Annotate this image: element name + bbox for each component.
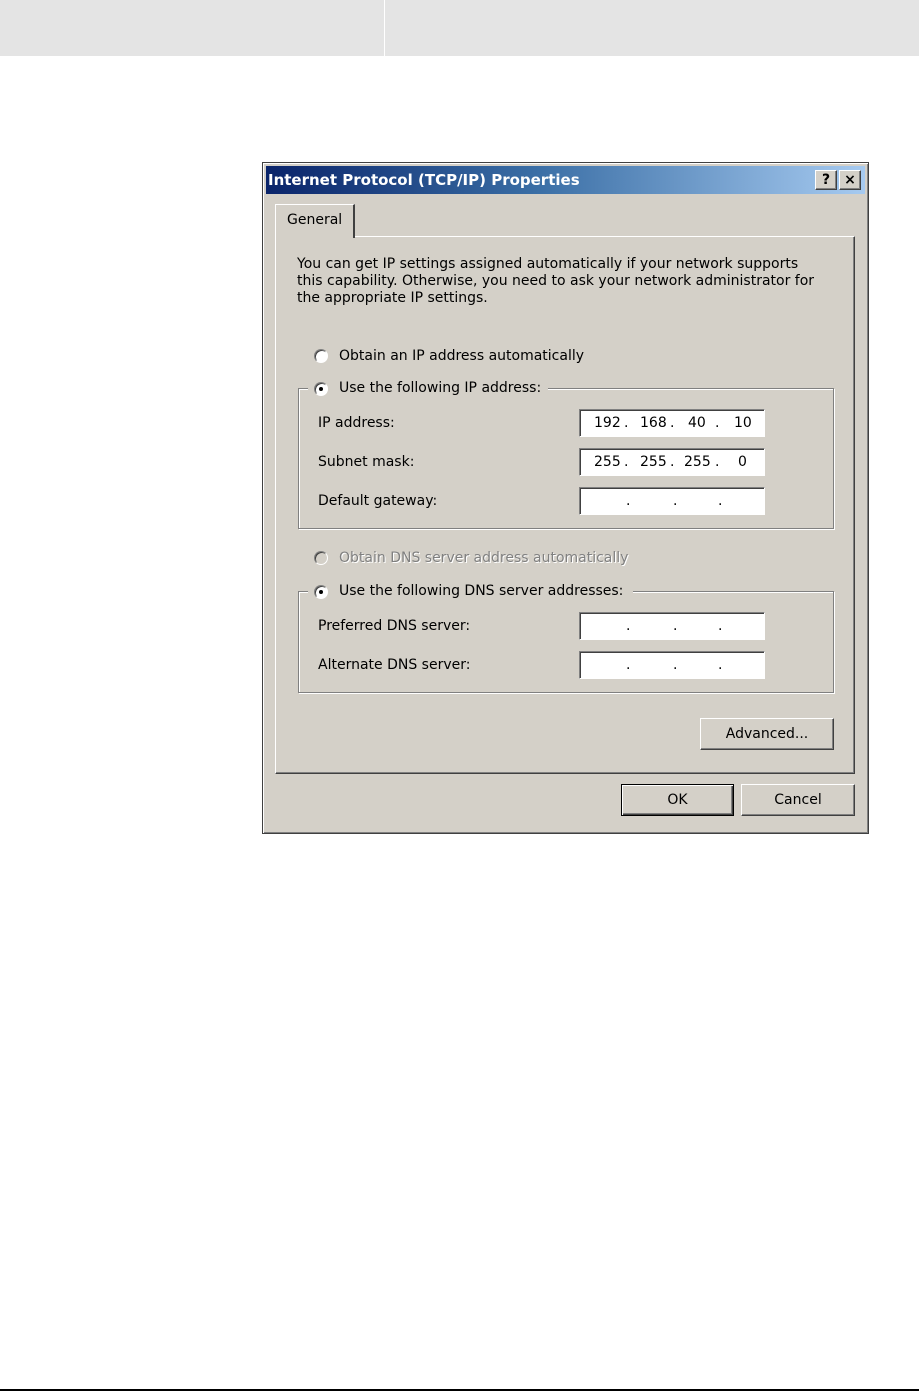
- page-header-bar: [0, 0, 919, 56]
- preferred-dns-label: Preferred DNS server:: [318, 618, 471, 634]
- mask-octet-2: 255: [640, 454, 667, 470]
- default-gateway-input[interactable]: . . .: [579, 487, 765, 515]
- tab-general-label: General: [287, 212, 343, 228]
- use-following-dns-label[interactable]: Use the following DNS server addresses:: [339, 583, 624, 599]
- ip-address-label: IP address:: [318, 415, 395, 431]
- obtain-ip-auto-label[interactable]: Obtain an IP address automatically: [339, 348, 585, 364]
- mask-octet-1: 255: [594, 454, 621, 470]
- mask-octet-3: 255: [684, 454, 711, 470]
- preferred-dns-input[interactable]: . . .: [579, 612, 765, 640]
- alternate-dns-input[interactable]: . . .: [579, 651, 765, 679]
- help-button[interactable]: ?: [815, 170, 837, 190]
- advanced-button[interactable]: Advanced...: [700, 718, 834, 750]
- alternate-dns-label: Alternate DNS server:: [318, 657, 471, 673]
- use-following-dns-radio[interactable]: [314, 585, 328, 599]
- ip-octet-4: 10: [734, 415, 752, 431]
- tab-general[interactable]: [275, 204, 355, 238]
- bottom-rule: [0, 1389, 919, 1391]
- title-bar[interactable]: [266, 166, 865, 194]
- subnet-mask-label: Subnet mask:: [318, 454, 415, 470]
- dialog-title: Internet Protocol (TCP/IP) Properties: [268, 171, 580, 189]
- cancel-button[interactable]: Cancel: [741, 784, 855, 816]
- ip-address-input[interactable]: 192 . 168 . 40 . 10: [579, 409, 765, 437]
- close-button[interactable]: ×: [839, 170, 861, 190]
- subnet-mask-input[interactable]: 255 . 255 . 255 . 0: [579, 448, 765, 476]
- ip-octet-1: 192: [594, 415, 621, 431]
- default-gateway-label: Default gateway:: [318, 493, 438, 509]
- obtain-dns-auto-label: Obtain DNS server address automatically: [339, 550, 629, 566]
- mask-octet-4: 0: [738, 454, 747, 470]
- header-divider: [384, 0, 385, 56]
- use-following-ip-label[interactable]: Use the following IP address:: [339, 380, 542, 396]
- obtain-dns-auto-radio: [314, 551, 328, 565]
- obtain-ip-auto-radio[interactable]: [314, 349, 328, 363]
- ok-button[interactable]: OK: [621, 784, 734, 816]
- description-text: You can get IP settings assigned automatically if your network supports this capability. Otherwise, you need to ask your network administrator for the appropriate IP settings.: [297, 256, 815, 306]
- ip-octet-3: 40: [688, 415, 706, 431]
- use-following-ip-radio[interactable]: [314, 382, 328, 396]
- ip-octet-2: 168: [640, 415, 667, 431]
